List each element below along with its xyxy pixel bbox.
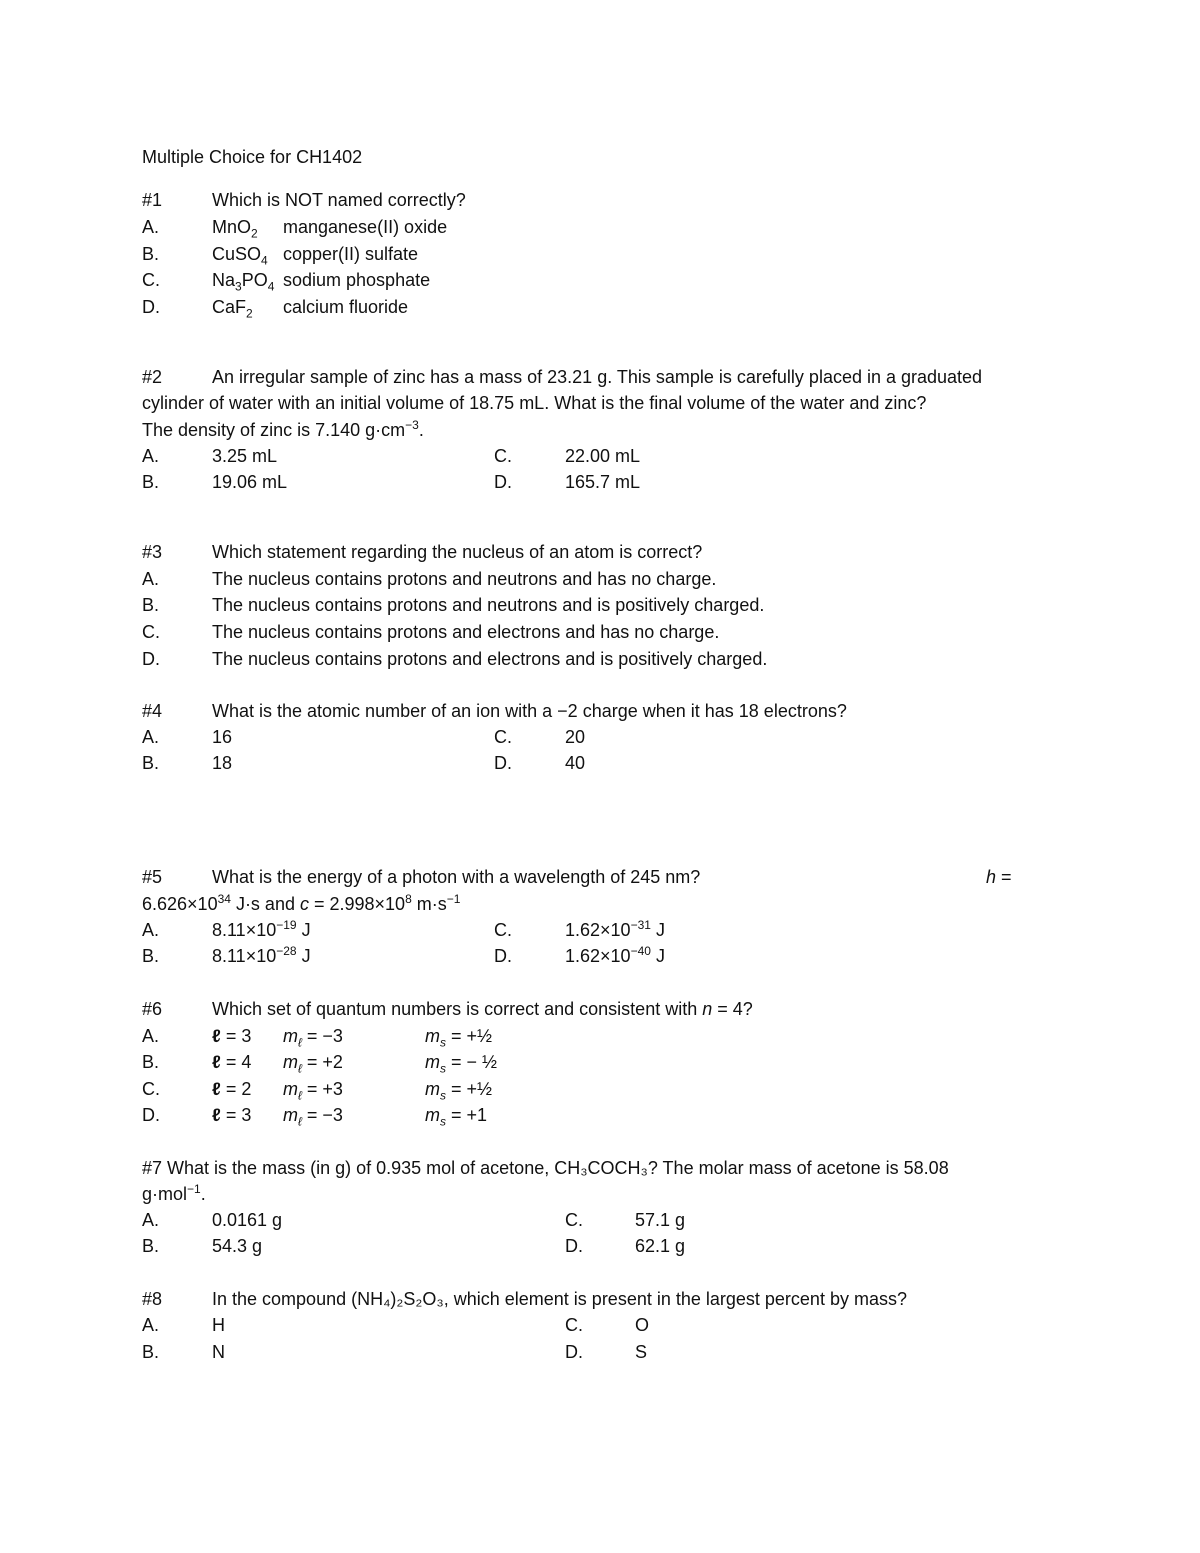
q4-number: #4 — [142, 701, 163, 721]
q3-option-b-text: The nucleus contains protons and neutrons and is positively charged. — [212, 595, 765, 615]
q3-option-a-letter: A. — [142, 569, 160, 589]
q5-planck-label: h = — [986, 867, 1012, 887]
q7-option-d-letter: D. — [565, 1236, 583, 1256]
q4-option-d-text: 40 — [565, 753, 586, 773]
q6-option-a-letter: A. — [142, 1026, 160, 1046]
q2-line-3: The density of zinc is 7.140 $g\cdot cm^{-3}$. — [142, 418, 424, 440]
q5-option-a-letter: A. — [142, 920, 160, 940]
q3-option-a-text: The nucleus contains protons and neutrons and has no charge. — [212, 569, 717, 589]
q6-option-a-l: ℓ = 3 — [212, 1026, 252, 1046]
q6-option-b-ms: $m_s$ = − ½ — [425, 1052, 498, 1076]
q4-option-d-letter: D. — [494, 753, 512, 773]
q3-option-c-text: The nucleus contains protons and electrons and has no charge. — [212, 622, 720, 642]
q6-question: Which set of quantum numbers is correct and consistent with n = 4? — [212, 999, 753, 1019]
document-title: Multiple Choice for CH1402 — [142, 147, 363, 167]
q1-option-c-letter: C. — [142, 270, 160, 290]
q7-option-b-text: 54.3 g — [212, 1236, 263, 1256]
q4-option-c-text: 20 — [565, 727, 586, 747]
q2-option-b-text: 19.06 mL — [212, 472, 288, 492]
q6-option-d-ml: $m_\ell = -3$ — [283, 1105, 343, 1129]
q4-option-b-letter: B. — [142, 753, 160, 773]
q2-option-c-letter: C. — [494, 446, 512, 466]
q5-constants: $6.626\times 10^{34}$ J·s and $c = 2.998\times 10^8$ $m\cdot s^{-1}$ — [142, 892, 461, 914]
q2-option-b-letter: B. — [142, 472, 160, 492]
q1-option-d-formula: CaF$_2$ — [212, 297, 253, 321]
q6-option-d-letter: D. — [142, 1105, 160, 1125]
q1-option-d-name: calcium fluoride — [283, 297, 409, 317]
q4-option-c-letter: C. — [494, 727, 512, 747]
q3-number: #3 — [142, 542, 163, 562]
q6-option-b-l: ℓ = 4 — [212, 1052, 252, 1072]
q3-option-d-letter: D. — [142, 649, 160, 669]
q5-question: What is the energy of a photon with a wavelength of 245 nm? — [212, 867, 701, 887]
q1-question: Which is NOT named correctly? — [212, 190, 466, 210]
q5-option-b-letter: B. — [142, 946, 160, 966]
q8-option-a-text: H — [212, 1315, 225, 1335]
q5-option-a-text: $8.11\times 10^{-19}$ J — [212, 918, 311, 940]
q8-option-c-letter: C. — [565, 1315, 583, 1335]
q8-number: #8 — [142, 1289, 163, 1309]
q2-line-2: cylinder of water with an initial volume of 18.75 mL. What is the final volume of the water and zinc? — [142, 393, 927, 413]
q1-option-b-name: copper(II) sulfate — [283, 244, 419, 264]
q8-option-a-letter: A. — [142, 1315, 160, 1335]
q2-line-1: An irregular sample of zinc has a mass of 23.21 g. This sample is carefully placed in a graduated — [212, 367, 983, 387]
q3-option-b-letter: B. — [142, 595, 160, 615]
q4-option-a-letter: A. — [142, 727, 160, 747]
q2-option-a-letter: A. — [142, 446, 160, 466]
q6-option-d-l: ℓ = 3 — [212, 1105, 252, 1125]
q6-option-d-ms: $m_s = +1$ — [425, 1105, 488, 1129]
q1-option-a-formula: MnO$_2$ — [212, 217, 258, 241]
q1-option-a-letter: A. — [142, 217, 160, 237]
q1-option-c-formula: $Na_3PO_4$ — [212, 270, 275, 294]
q8-question: In the compound (NH₄)₂S₂O₃, which element is present in the largest percent by mass? — [212, 1289, 907, 1309]
q7-option-a-letter: A. — [142, 1210, 160, 1230]
q3-question: Which statement regarding the nucleus of an atom is correct? — [212, 542, 703, 562]
q6-number: #6 — [142, 999, 163, 1019]
q6-option-c-ml: $m_\ell = +3$ — [283, 1079, 343, 1103]
q6-option-c-l: ℓ = 2 — [212, 1079, 252, 1099]
q5-option-d-text: $1.62\times 10^{-40}$ J — [565, 944, 665, 966]
q5-number: #5 — [142, 867, 163, 887]
q1-option-c-name: sodium phosphate — [283, 270, 431, 290]
q6-option-b-ml: $m_\ell = +2$ — [283, 1052, 343, 1076]
q7-option-c-text: 57.1 g — [635, 1210, 686, 1230]
q1-option-d-letter: D. — [142, 297, 160, 317]
q1-option-a-name: manganese(II) oxide — [283, 217, 448, 237]
q4-option-b-text: 18 — [212, 753, 233, 773]
q2-option-d-letter: D. — [494, 472, 512, 492]
q5-option-d-letter: D. — [494, 946, 512, 966]
q5-option-c-text: $1.62\times 10^{-31}$ J — [565, 918, 665, 940]
q7-option-c-letter: C. — [565, 1210, 583, 1230]
q8-option-c-text: O — [635, 1315, 650, 1335]
q6-option-b-letter: B. — [142, 1052, 160, 1072]
q2-option-d-text: 165.7 mL — [565, 472, 641, 492]
q7-option-b-letter: B. — [142, 1236, 160, 1256]
q7-line-1: #7 What is the mass (in g) of 0.935 mol of acetone, CH₃COCH₃? The molar mass of acetone is 58.08 — [142, 1158, 949, 1178]
q2-option-c-text: 22.00 mL — [565, 446, 641, 466]
q2-number: #2 — [142, 367, 163, 387]
q3-option-c-letter: C. — [142, 622, 160, 642]
q6-option-c-letter: C. — [142, 1079, 160, 1099]
q8-option-d-text: S — [635, 1342, 648, 1362]
q7-line-2: g·mol$^{-1}$. — [142, 1182, 206, 1204]
q4-option-a-text: 16 — [212, 727, 233, 747]
q2-option-a-text: 3.25 mL — [212, 446, 278, 466]
q4-question: What is the atomic number of an ion with a −2 charge when it has 18 electrons? — [212, 701, 847, 721]
q8-option-d-letter: D. — [565, 1342, 583, 1362]
q7-number: #7 — [142, 1158, 163, 1178]
q1-option-b-letter: B. — [142, 244, 160, 264]
q1-number: #1 — [142, 190, 163, 210]
q5-option-b-text: $8.11\times 10^{-28}$ J — [212, 944, 311, 966]
q8-option-b-letter: B. — [142, 1342, 160, 1362]
q7-option-a-text: 0.0161 g — [212, 1210, 283, 1230]
q1-option-b-formula: CuSO$_4$ — [212, 244, 268, 268]
q5-option-c-letter: C. — [494, 920, 512, 940]
q6-option-a-ms: $m_s$ = +½ — [425, 1026, 493, 1050]
q6-option-c-ms: $m_s$ = +½ — [425, 1079, 493, 1103]
q6-option-a-ml: $m_\ell = -3$ — [283, 1026, 343, 1050]
q7-option-d-text: 62.1 g — [635, 1236, 686, 1256]
q3-option-d-text: The nucleus contains protons and electrons and is positively charged. — [212, 649, 768, 669]
q8-option-b-text: N — [212, 1342, 225, 1362]
